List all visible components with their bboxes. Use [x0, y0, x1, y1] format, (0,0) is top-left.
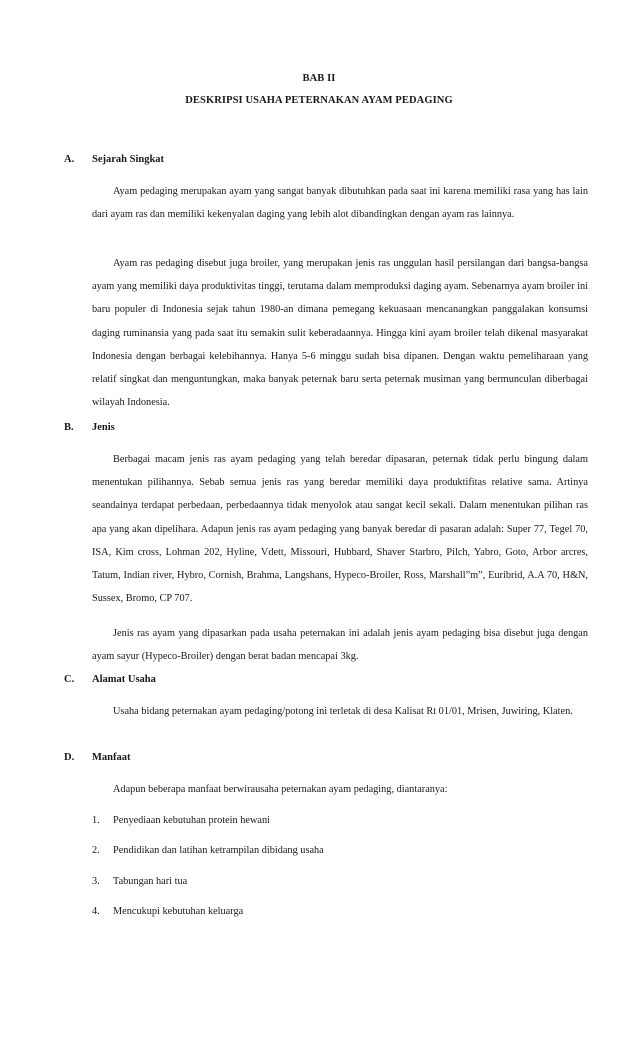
- section-heading-a: [64, 154, 164, 165]
- list-text: Mencukupi kebutuhan keluarga: [113, 906, 244, 917]
- paragraph: Berbagai macam jenis ras ayam pedaging yang telah beredar dipasaran, peternak tidak perlu bingung dalam menentukan pilihannya. Sebab semua jenis ras yang beredar memiliki daya produktifitas relative sama. Artinya seandainya terdapat perbedaan, perbedaannya tidak menyolok atau sangat kecil sekali. Dalam menentukan pilihan ras apa yang akan dipelihara. Adapun jenis ras ayam pedaging yang banyak beredar di pasaran adalah: Super 77, Tegel 70, ISA, Kim cross, Lohman 202, Hyline, Vdett, Missouri, Hubbard, Shaver Starbro, Pilch, Yabro, Goto, Arbor arcres, Tatum, Indian river, Hybro, Cornish, Brahma, Langshans, Hypeco-Broiler, Ross, Marshall”m”, Euribrid, A.A 70, H&N, Sussex, Bromo, CP 707.: [92, 454, 588, 605]
- section-heading-b: [64, 422, 115, 433]
- section-letter: C.: [64, 674, 75, 685]
- document-title: DESKRIPSI USAHA PETERNAKAN AYAM PEDAGING: [185, 95, 453, 106]
- list-text: Tabungan hari tua: [113, 876, 188, 887]
- list-number: 1.: [92, 815, 100, 826]
- paragraph: Ayam pedaging merupakan ayam yang sangat banyak dibutuhkan pada saat ini karena memiliki rasa yang has lain dari ayam ras dan memiliki kekenyalan daging yang lebih alot dibandingkan dengan ayam ras lainnya.: [92, 186, 588, 221]
- list-number: 3.: [92, 876, 100, 887]
- list-item: [92, 845, 324, 856]
- paragraph: Jenis ras ayam yang dipasarkan pada usaha peternakan ini adalah jenis ayam pedaging bisa disebut juga dengan ayam sayur (Hypeco-Broiler) dengan berat badan mencapai 3kg.: [92, 628, 588, 663]
- section-title: Sejarah Singkat: [92, 154, 165, 165]
- section-title: Alamat Usaha: [92, 674, 156, 685]
- paragraph: Adapun beberapa manfaat berwirausaha peternakan ayam pedaging, diantaranya:: [113, 784, 448, 795]
- section-heading-c: [64, 674, 156, 685]
- list-text: Pendidikan dan latihan ketrampilan dibidang usaha: [113, 845, 324, 856]
- paragraph: Usaha bidang peternakan ayam pedaging/potong ini terletak di desa Kalisat Rt 01/01, Mrisen, Juwiring, Klaten.: [113, 706, 573, 717]
- list-text: Penyediaan kebutuhan protein hewani: [113, 815, 270, 826]
- list-number: 2.: [92, 845, 100, 856]
- list-item: [92, 906, 243, 917]
- section-heading-d: [64, 752, 131, 763]
- list-number: 4.: [92, 906, 100, 917]
- list-item: [92, 815, 270, 826]
- section-letter: A.: [64, 154, 75, 165]
- paragraph: Ayam ras pedaging disebut juga broiler, yang merupakan jenis ras unggulan hasil persilangan dari bangsa-bangsa ayam yang memiliki daya produktivitas tinggi, terutama dalam memproduksi daging ayam. Sebenarnya ayam broiler ini baru populer di Indonesia sejak tahun 1980-an dimana pemegang kekuasaan mencanangkan panggalakan konsumsi daging ruminansia yang pada saat itu semakin sulit keberadaannya. Hingga kini ayam broiler telah dikenal masyarakat Indonesia dengan berbagai kelebihannya. Hanya 5-6 minggu sudah bisa dipanen. Dengan waktu pemeliharaan yang relatif singkat dan menguntungkan, maka banyak peternak baru serta peternak musiman yang bermunculan diberbagai wilayah Indonesia.: [92, 258, 588, 409]
- chapter-label: BAB II: [302, 73, 336, 84]
- section-letter: D.: [64, 752, 75, 763]
- section-letter: B.: [64, 422, 74, 433]
- list-item: [92, 876, 187, 887]
- section-title: Manfaat: [92, 752, 131, 763]
- section-title: Jenis: [92, 422, 115, 433]
